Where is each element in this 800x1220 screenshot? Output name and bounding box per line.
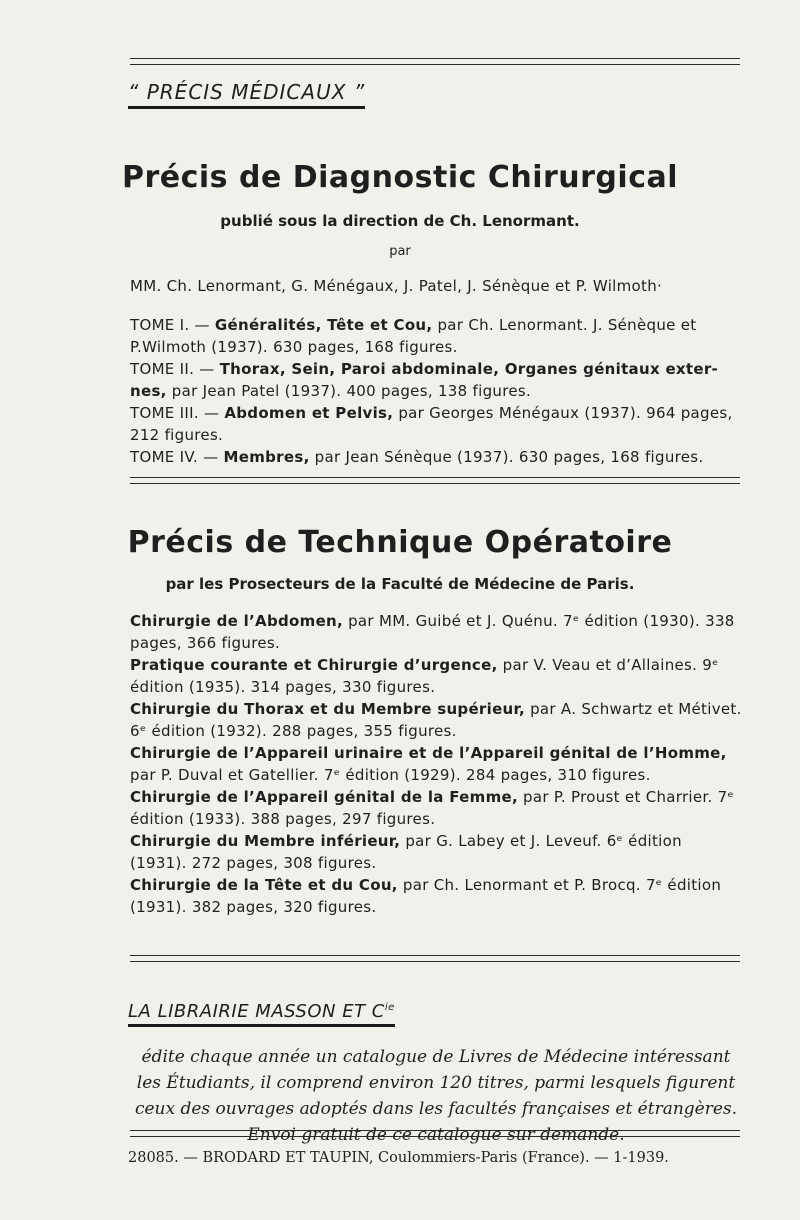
technique-entry	[130, 654, 742, 698]
technique-entry-details: par Ch. Lenormant et P. Brocq. 7ᵉ édition (1931). 382 pages, 320 figures.	[130, 876, 722, 916]
tome-entry-label: TOME II. —	[130, 360, 220, 378]
tome-entry-heading: Membres,	[223, 448, 310, 466]
technique-entry-heading: Chirurgie de la Tête et du Cou,	[130, 876, 398, 894]
publisher-description: édite chaque année un catalogue de Livres de Médecine intéressant les Étudiants, il comprend environ 120 titres, parmi lesquels figurent ceux des ouvrages adoptés dans les facultés françaises et étrangères.	[134, 1047, 738, 1119]
technique-entry-heading: Chirurgie de l’Appareil génital de la Femme,	[130, 788, 518, 806]
diagnostic-par: par	[389, 244, 411, 259]
tome-entry-details: par Georges Ménégaux (1937). 964 pages, 212 figures.	[130, 404, 733, 444]
technique-entry-details: par MM. Guibé et J. Quénu. 7ᵉ édition (1930). 338 pages, 366 figures.	[130, 612, 735, 652]
publisher-envoi: Envoi gratuit de ce catalogue sur demande.	[247, 1125, 625, 1145]
diagnostic-authors: MM. Ch. Lenormant, G. Ménégaux, J. Patel, J. Sénèque et P. Wilmoth·	[130, 277, 663, 295]
section-divider	[130, 477, 740, 484]
technique-entry	[130, 786, 742, 830]
top-double-rule	[130, 58, 740, 65]
publisher-name: LA LIBRAIRIE MASSON ET C	[128, 1001, 385, 1022]
publisher-title	[128, 1001, 395, 1027]
tome-entry-details: par Jean Sénèque (1937). 630 pages, 168 figures.	[309, 448, 704, 466]
technique-entry-details: par P. Proust et Charrier. 7ᵉ édition (1933). 388 pages, 297 figures.	[130, 788, 735, 828]
technique-entry-details: par G. Labey et J. Leveuf. 6ᵉ édition (1931). 272 pages, 308 figures.	[130, 832, 682, 872]
technique-entry	[130, 742, 742, 786]
tome-entry-heading: Généralités, Tête et Cou,	[214, 316, 433, 334]
technique-entry-details: par A. Schwartz et Métivet. 6ᵉ édition (1932). 288 pages, 355 figures.	[130, 700, 742, 740]
tome-entry-label: TOME I. —	[130, 316, 215, 334]
tome-entry-details: par Jean Patel (1937). 400 pages, 138 figures.	[166, 382, 532, 400]
tome-entry-label: TOME IV. —	[130, 448, 224, 466]
diagnostic-title: Précis de Diagnostic Chirurgical	[121, 160, 678, 195]
tome-entry	[130, 314, 742, 358]
diagnostic-subtitle: publié sous la direction de Ch. Lenormant.	[220, 212, 580, 230]
technique-title: Précis de Technique Opératoire	[127, 525, 673, 560]
footer-imprint: 28085. — BRODARD ET TAUPIN, Coulommiers-Paris (France). — 1-1939.	[128, 1150, 669, 1166]
tome-entry	[130, 358, 742, 402]
publisher-name-sup: ie	[384, 1002, 395, 1013]
technique-entry-heading: Chirurgie du Membre inférieur,	[130, 832, 401, 850]
tome-entry-label: TOME III. —	[130, 404, 225, 422]
technique-entry	[130, 610, 742, 654]
technique-entry	[130, 830, 742, 874]
technique-entry-list	[130, 610, 742, 918]
tome-entry	[130, 446, 742, 468]
tome-list	[130, 314, 742, 468]
series-header: “ PRÉCIS MÉDICAUX ”	[128, 80, 365, 109]
technique-entry-heading: Chirurgie de l’Appareil urinaire et de l’Appareil génital de l’Homme,	[130, 744, 727, 762]
technique-subtitle: par les Prosecteurs de la Faculté de Médecine de Paris.	[165, 575, 635, 593]
technique-entry	[130, 874, 742, 918]
technique-entry-details: par P. Duval et Gatellier. 7ᵉ édition (1929). 284 pages, 310 figures.	[130, 766, 651, 784]
tome-entry-heading: Abdomen et Pelvis,	[224, 404, 394, 422]
tome-entry-heading: Thorax, Sein, Paroi abdominale, Organes génitaux externes,	[130, 360, 718, 400]
technique-entry-heading: Chirurgie de l’Abdomen,	[130, 612, 344, 630]
bottom-double-rule	[130, 1130, 740, 1137]
section-divider	[130, 955, 740, 962]
tome-entry-details: par Ch. Lenormant. J. Sénèque et P.Wilmoth (1937). 630 pages, 168 figures.	[130, 316, 697, 356]
technique-entry	[130, 698, 742, 742]
technique-entry-heading: Pratique courante et Chirurgie d’urgence,	[130, 656, 498, 674]
tome-entry	[130, 402, 742, 446]
technique-entry-details: par V. Veau et d’Allaines. 9ᵉ édition (1935). 314 pages, 330 figures.	[130, 656, 719, 696]
technique-entry-heading: Chirurgie du Thorax et du Membre supérieur,	[130, 700, 526, 718]
